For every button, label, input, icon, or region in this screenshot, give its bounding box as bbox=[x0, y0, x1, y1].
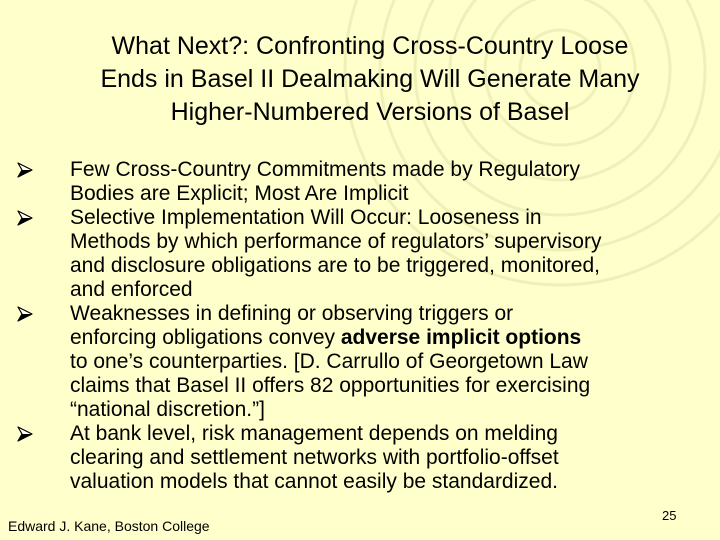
bullet-text: and disclosure obligations are to be triggered, monitored, bbox=[70, 254, 600, 277]
bullet-text: Few Cross-Country Commitments made by Regulatory bbox=[70, 158, 580, 181]
bullet-item bbox=[16, 206, 706, 302]
bullet-item bbox=[16, 158, 706, 206]
bullet-line bbox=[70, 302, 706, 326]
bullet-line bbox=[70, 422, 706, 446]
bullet-text: At bank level, risk management depends on melding bbox=[70, 422, 558, 445]
bullet-text: Methods by which performance of regulators’ supervisory bbox=[70, 230, 602, 253]
bullet-line bbox=[70, 254, 706, 278]
bullet-line bbox=[70, 182, 706, 206]
bullet-text: Weaknesses in defining or observing triggers or bbox=[70, 302, 514, 325]
page-number: 25 bbox=[662, 508, 677, 523]
bullet-text: to one’s counterparties. [D. Carrullo of Georgetown Law bbox=[70, 350, 588, 373]
bullet-line bbox=[70, 374, 706, 398]
bullet-list bbox=[16, 158, 706, 494]
slide-title bbox=[40, 30, 700, 129]
bullet-line bbox=[70, 230, 706, 254]
bullet-text: enforcing obligations convey bbox=[70, 326, 341, 349]
bullet-line bbox=[70, 158, 706, 182]
bullet-line bbox=[70, 446, 706, 470]
bullet-item bbox=[16, 422, 706, 494]
arrowhead-bullet-icon bbox=[16, 305, 34, 323]
arrowhead-bullet-icon bbox=[16, 209, 34, 227]
bullet-emphasis: adverse implicit options bbox=[340, 326, 582, 349]
title-line: Higher-Numbered Versions of Basel bbox=[170, 98, 570, 126]
title-line: What Next?: Confronting Cross-Country Loose bbox=[111, 32, 629, 60]
arrowhead-bullet-icon bbox=[16, 425, 34, 443]
bullet-text: Selective Implementation Will Occur: Looseness in bbox=[70, 206, 542, 229]
bullet-text: and enforced bbox=[70, 278, 193, 301]
bullet-text: clearing and settlement networks with portfolio-offset bbox=[70, 446, 559, 469]
title-line: Ends in Basel II Dealmaking Will Generate Many bbox=[100, 65, 640, 93]
bullet-text: “national discretion.”] bbox=[70, 398, 265, 421]
bullet-text: claims that Basel II offers 82 opportunities for exercising bbox=[70, 374, 591, 397]
arrowhead-bullet-icon bbox=[16, 161, 34, 179]
bullet-text: Bodies are Explicit; Most Are Implicit bbox=[70, 182, 409, 205]
footer-author: Edward J. Kane, Boston College bbox=[8, 518, 210, 534]
bullet-line bbox=[70, 398, 706, 422]
bullet-line bbox=[70, 206, 706, 230]
bullet-line bbox=[70, 278, 706, 302]
bullet-line bbox=[70, 350, 706, 374]
bullet-item bbox=[16, 302, 706, 422]
bullet-text: valuation models that cannot easily be standardized. bbox=[70, 470, 558, 493]
bullet-line bbox=[70, 326, 706, 350]
bullet-line bbox=[70, 470, 706, 494]
